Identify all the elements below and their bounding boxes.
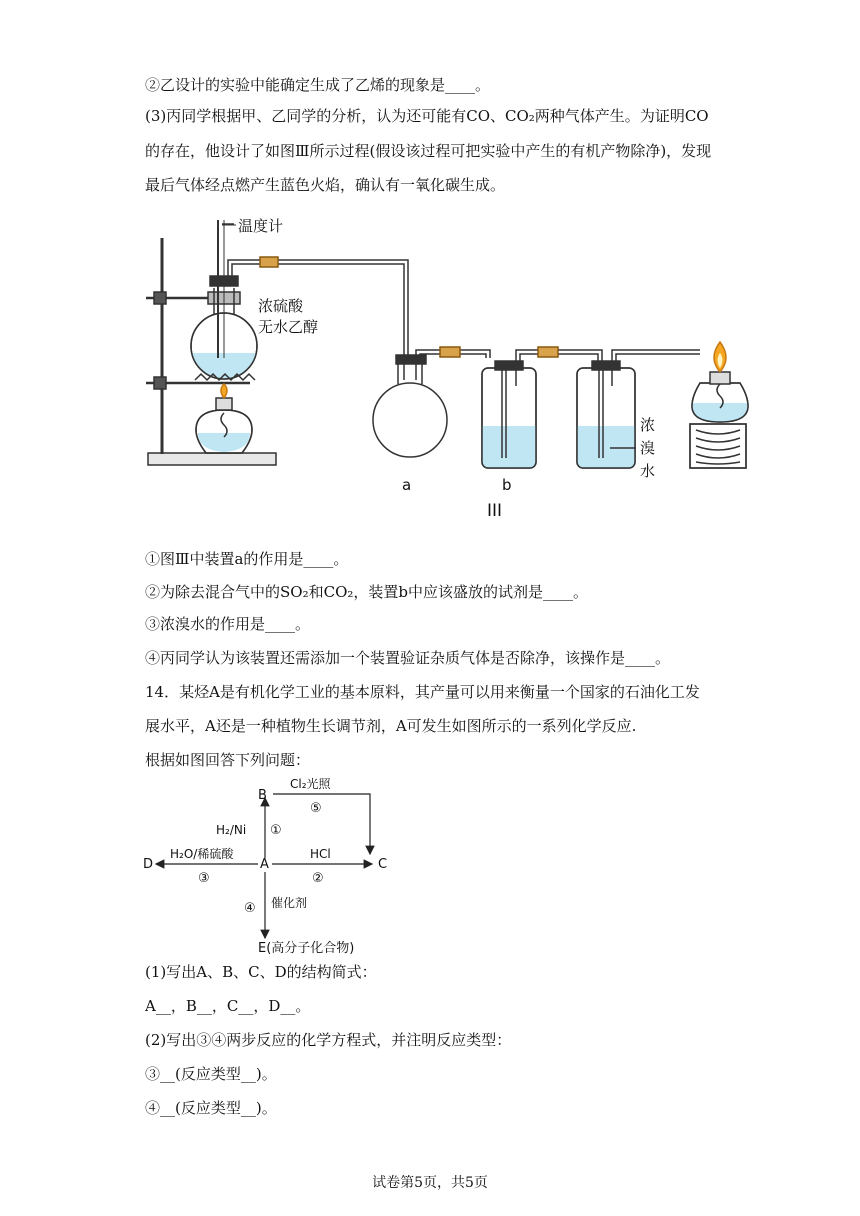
num-3: ③ xyxy=(198,871,210,886)
num-2: ② xyxy=(312,871,324,886)
label-thermometer: 温度计 xyxy=(238,217,284,235)
node-d: D xyxy=(143,857,154,872)
node-c: C xyxy=(378,857,388,872)
device-a xyxy=(373,347,490,457)
alcohol-lamp-right xyxy=(680,342,760,468)
q13-part3-line3: 最后气体经点燃产生蓝色火焰，确认有一氧化碳生成。 xyxy=(145,176,506,194)
label-bromine-2: 溴 xyxy=(640,439,656,457)
label-bromine-1: 浓 xyxy=(640,416,656,434)
q13-part3-line2: 的存在，他设计了如图Ⅲ所示过程(假设该过程可把实验中产生的有机产物除净)，发现 xyxy=(145,142,712,160)
q13-part3-line1: (3)丙同学根据甲、乙同学的分析，认为还可能有CO、CO₂两种气体产生。为证明CO xyxy=(145,107,709,125)
q14-part1: (1)写出A、B、C、D的结构简式： xyxy=(145,963,377,981)
label-b: b xyxy=(502,476,512,494)
wood-block xyxy=(690,424,746,468)
device-bromine-water xyxy=(577,350,700,471)
num-1: ① xyxy=(270,823,282,838)
q14-stem-line1: 14．某烃A是有机化学工业的基本原料，其产量可以用来衡量一个国家的石油化工发 xyxy=(145,683,700,701)
cond-4: 催化剂 xyxy=(271,896,308,910)
node-b: B xyxy=(258,788,267,803)
num-4: ④ xyxy=(244,901,256,916)
q13-part2-item2: ②乙设计的实验中能确定生成了乙烯的现象是____。 xyxy=(145,76,491,94)
cond-1: H₂/Ni xyxy=(216,823,247,837)
q13-part3-item2: ②为除去混合气中的SO₂和CO₂，装置b中应该盛放的试剂是____。 xyxy=(145,583,588,601)
figure-caption: III xyxy=(487,501,503,521)
q13-part3-item1: ①图Ⅲ中装置a的作用是____。 xyxy=(145,550,349,568)
stand-base xyxy=(148,453,276,465)
cond-5: Cl₂光照 xyxy=(290,777,331,791)
num-5: ⑤ xyxy=(310,801,322,816)
label-reagent2: 无水乙醇 xyxy=(258,318,319,336)
apparatus-figure-iii xyxy=(140,208,760,528)
node-e: E(高分子化合物) xyxy=(258,941,355,956)
label-reagent1: 浓硫酸 xyxy=(258,297,304,315)
cond-3: H₂O/稀硫酸 xyxy=(170,847,234,861)
q14-part1-answer: A__，B__，C__，D__。 xyxy=(145,997,311,1015)
q14-part2-a: ③__(反应类型__)。 xyxy=(145,1065,277,1083)
reaction-scheme xyxy=(140,772,420,958)
q14-stem-line2: 展水平，A还是一种植物生长调节剂，A可发生如图所示的一系列化学反应. xyxy=(145,717,637,735)
q13-part3-item3: ③浓溴水的作用是____。 xyxy=(145,615,311,633)
q14-part2: (2)写出③④两步反应的化学方程式，并注明反应类型： xyxy=(145,1031,512,1049)
alcohol-lamp-left xyxy=(196,384,252,453)
round-bottom-flask xyxy=(140,288,340,423)
node-a: A xyxy=(260,857,269,872)
label-a: a xyxy=(402,476,412,494)
label-bromine-3: 水 xyxy=(640,462,656,480)
q14-part2-b: ④__(反应类型__)。 xyxy=(145,1099,277,1117)
q14-stem-line3: 根据如图回答下列问题： xyxy=(145,751,311,769)
cond-2: HCl xyxy=(310,847,331,861)
page-footer: 试卷第5页，共5页 xyxy=(372,1175,488,1191)
q13-part3-item4: ④丙同学认为该装置还需添加一个装置验证杂质气体是否除净，该操作是____。 xyxy=(145,649,671,667)
